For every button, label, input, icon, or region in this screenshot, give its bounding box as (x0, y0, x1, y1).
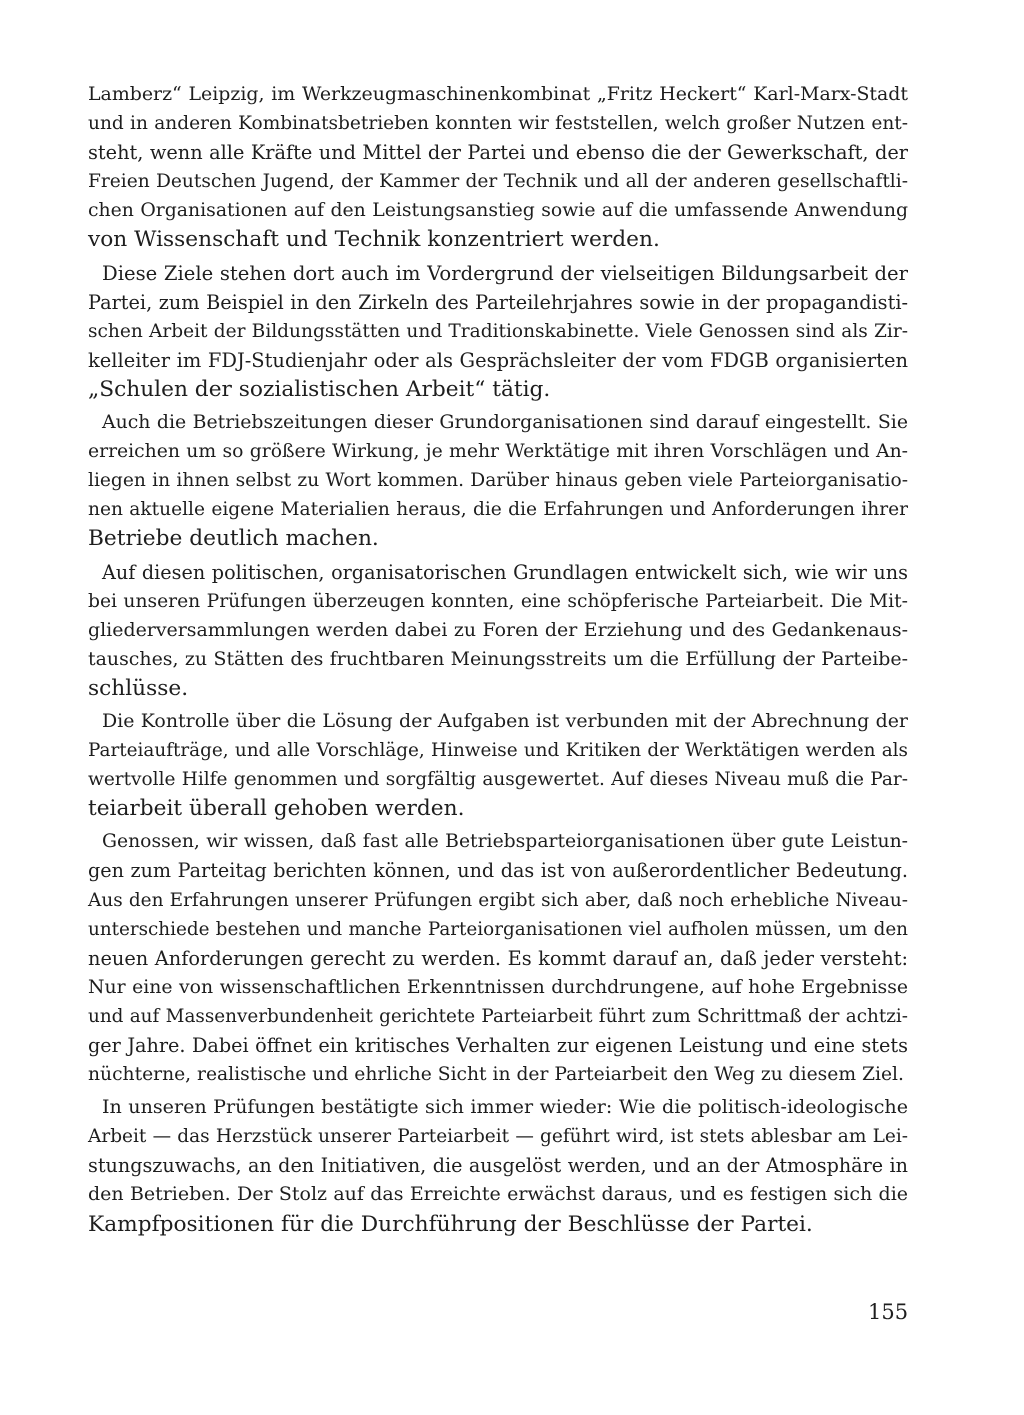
text-line: neuen Anforderungen gerecht zu werden. Es kommt darauf an, daß jeder versteht: (88, 946, 908, 970)
paragraph (88, 408, 908, 553)
text-line: Freien Deutschen Jugend, der Kammer der Technik und all der anderen gesellschaftli- (88, 171, 908, 193)
text-line: nen aktuelle eigene Materialien heraus, die die Erfahrungen und Anforderungen ihrer (88, 499, 908, 521)
text-line: ger Jahre. Dabei öffnet ein kritisches Verhalten zur eigenen Leistung und eine stets (88, 1034, 908, 1057)
text-line: Betriebe deutlich machen. (88, 526, 379, 552)
text-line: und in anderen Kombinatsbetrieben konnten wir feststellen, welch großer Nutzen ent- (88, 113, 908, 135)
text-line: erreichen um so größere Wirkung, je mehr Werktätige mit ihren Vorschlägen und An- (88, 441, 908, 463)
paragraph (88, 259, 908, 404)
text-line: wertvolle Hilfe genommen und sorgfältig ausgewertet. Auf dieses Niveau muß die Par- (88, 769, 908, 791)
page-number: 155 (868, 1300, 909, 1324)
text-line: Arbeit — das Herzstück unserer Parteiarbeit — geführt wird, ist stets ablesbar am Lei- (88, 1126, 908, 1148)
text-line: gen zum Parteitag berichten können, und das ist von außerordentlicher Bedeutung. (88, 859, 908, 883)
text-line: den Betrieben. Der Stolz auf das Erreichte erwächst daraus, und es festigen sich die (88, 1183, 908, 1206)
text-line: Kampfpositionen für die Durchführung der Beschlüsse der Partei. (88, 1211, 813, 1237)
text-line: nüchterne, realistische und ehrliche Sicht in der Parteiarbeit den Weg zu diesem Ziel. (88, 1064, 904, 1086)
text-line: Nur eine von wissenschaftlichen Erkenntnissen durchdrungene, auf hohe Ergebnisse (88, 976, 908, 998)
text-line: gliederversammlungen werden dabei zu Foren der Erziehung und des Gedankenaus- (88, 618, 908, 641)
text-line: stungszuwachs, an den Initiativen, die ausgelöst werden, und an der Atmosphäre in (88, 1154, 908, 1178)
text-line: Auch die Betriebszeitungen dieser Grundorganisationen sind darauf eingestellt. Sie (102, 412, 908, 434)
text-line: unterschiede bestehen und manche Parteiorganisationen viel aufholen müssen, um den (88, 918, 908, 940)
text-line: bei unseren Prüfungen überzeugen konnten, eine schöpferische Parteiarbeit. Die Mit- (88, 590, 908, 612)
text-line: und auf Massenverbundenheit gerichtete Parteiarbeit führt zum Schrittmaß der achtzi- (88, 1005, 908, 1027)
text-line: In unseren Prüfungen bestätigte sich immer wieder: Wie die politisch-ideologische (102, 1096, 908, 1119)
paragraph (88, 558, 908, 703)
text-line: kelleiter im FDJ-Studienjahr oder als Gesprächsleiter der vom FDGB organisierten (88, 348, 908, 372)
text-line: tausches, zu Stätten des fruchtbaren Meinungsstreits um die Erfüllung der Parteibe- (88, 647, 908, 670)
text-line: schen Arbeit der Bildungsstätten und Traditionskabinette. Viele Genossen sind als Zir- (88, 320, 908, 342)
text-line: Die Kontrolle über die Lösung der Aufgaben ist verbunden mit der Abrechnung der (102, 709, 908, 732)
text-line: teiarbeit überall gehoben werden. (88, 796, 465, 822)
text-line: Lamberz“ Leipzig, im Werkzeugmaschinenkombinat „Fritz Heckert“ Karl-Marx-Stadt (88, 83, 908, 105)
body-text (88, 80, 908, 1239)
paragraph (88, 1093, 908, 1238)
text-line: von Wissenschaft und Technik konzentriert werden. (88, 227, 660, 253)
text-line: Parteiaufträge, und alle Vorschläge, Hinweise und Kritiken der Werktätigen werden als (88, 740, 908, 762)
text-line: steht, wenn alle Kräfte und Mittel der Partei und ebenso die der Gewerkschaft, der (88, 141, 908, 165)
text-line: Partei, zum Beispiel in den Zirkeln des Parteilehrjahres sowie in der propagandisti- (88, 290, 908, 314)
paragraph (88, 707, 908, 823)
text-line: Genossen, wir wissen, daß fast alle Betriebsparteiorganisationen über gute Leistun- (102, 831, 908, 853)
text-line: Aus den Erfahrungen unserer Prüfungen ergibt sich aber, daß noch erhebliche Niveau- (88, 889, 908, 911)
text-line: Diese Ziele stehen dort auch im Vordergrund der vielseitigen Bildungsarbeit der (102, 261, 908, 285)
text-line: chen Organisationen auf den Leistungsanstieg sowie auf die umfassende Anwendung (88, 200, 908, 222)
paragraph (88, 80, 908, 255)
text-line: „Schulen der sozialistischen Arbeit“ tätig. (88, 376, 551, 402)
text-line: Auf diesen politischen, organisatorischen Grundlagen entwickelt sich, wie wir uns (102, 560, 908, 584)
text-line: liegen in ihnen selbst zu Wort kommen. Darüber hinaus geben viele Parteiorganisatio- (88, 470, 908, 492)
text-line: schlüsse. (88, 675, 189, 701)
paragraph (88, 827, 908, 1089)
